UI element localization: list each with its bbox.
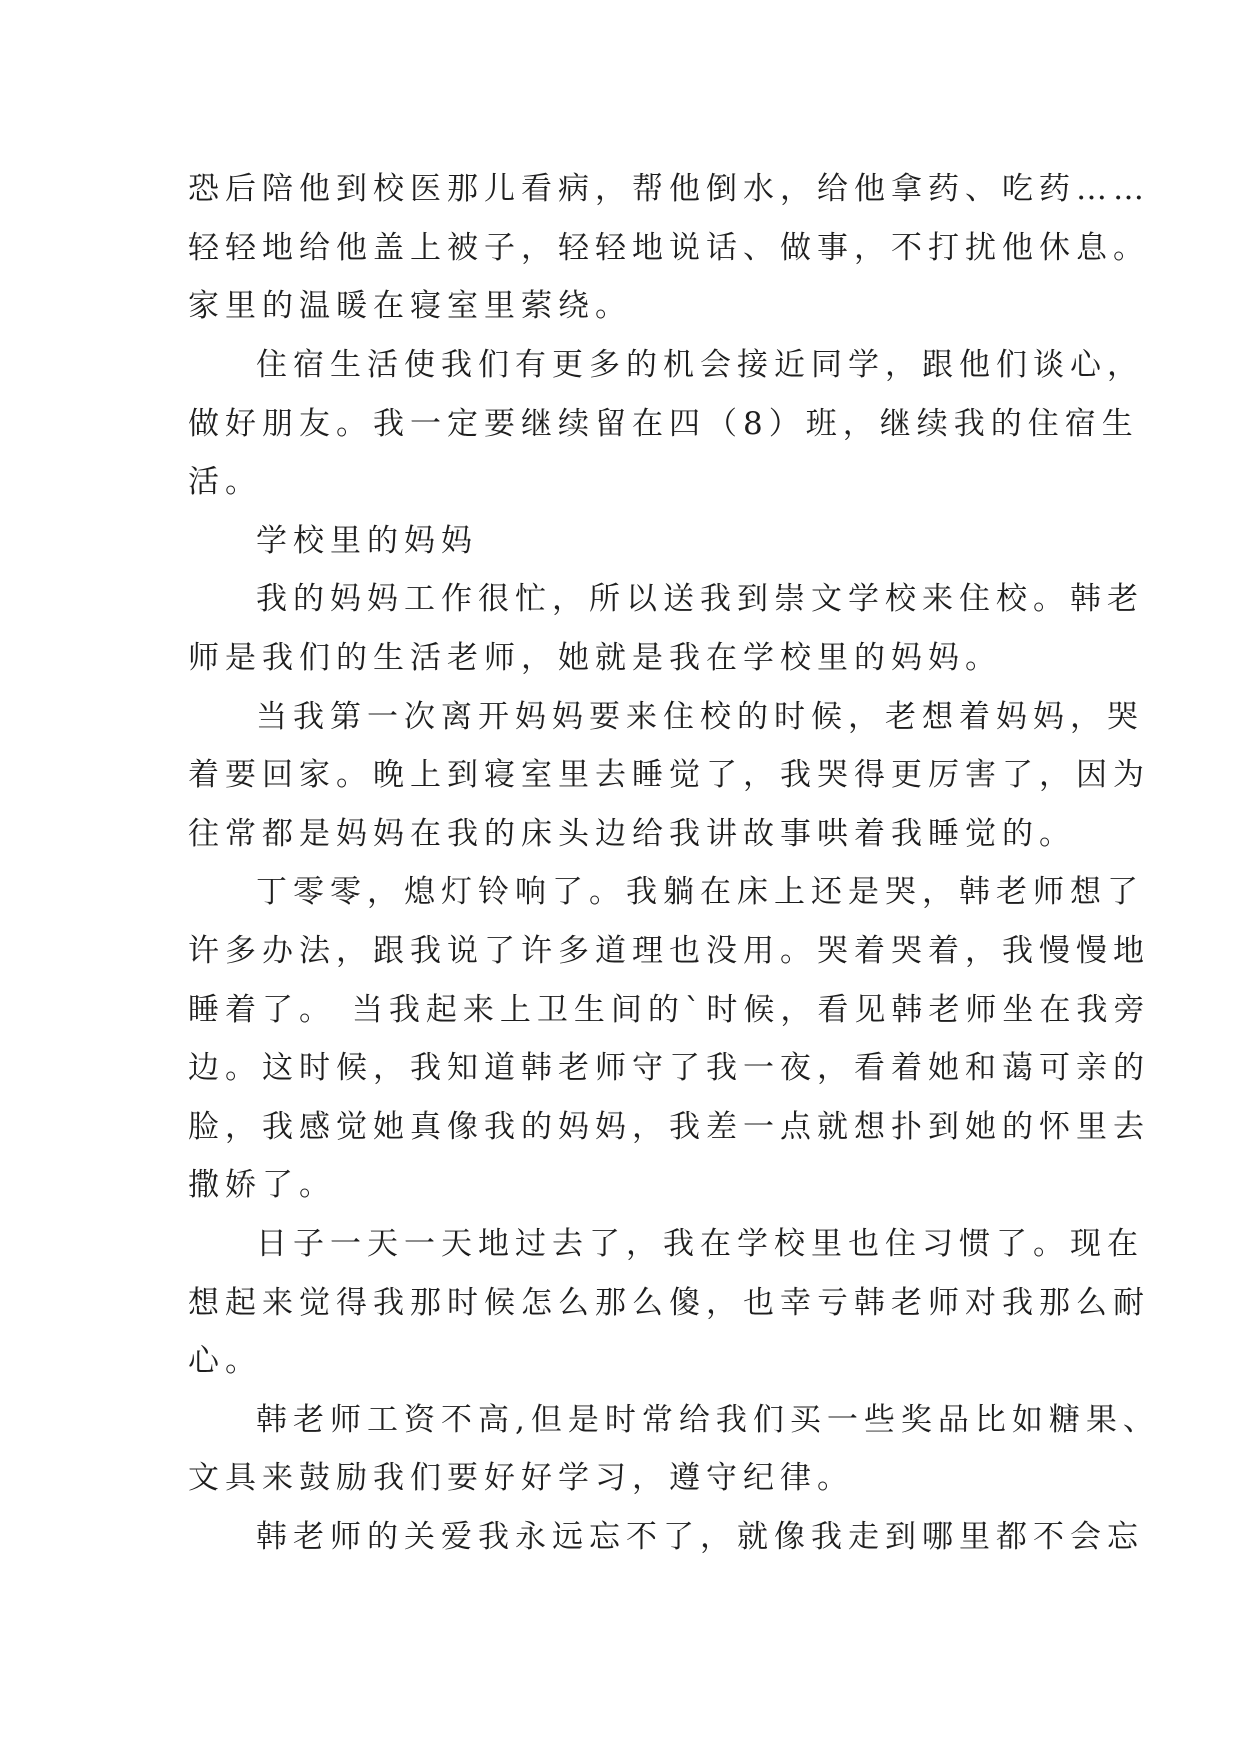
text-line: 边。这时候，我知道韩老师守了我一夜，看着她和蔼可亲的 (188, 1050, 1150, 1086)
text-line: 师是我们的生活老师，她就是我在学校里的妈妈。 (188, 640, 1002, 676)
text-line: 文具来鼓励我们要好好学习，遵守纪律。 (188, 1460, 854, 1496)
text-line: 往常都是妈妈在我的床头边给我讲故事哄着我睡觉的。 (188, 816, 1076, 852)
text-line: 活。 (188, 464, 262, 500)
text-line: 许多办法，跟我说了许多道理也没用。哭着哭着，我慢慢地 (188, 933, 1150, 969)
text-line: 家里的温暖在寝室里萦绕。 (188, 288, 632, 324)
text-line: 脸，我感觉她真像我的妈妈，我差一点就想扑到她的怀里去 (188, 1109, 1150, 1145)
text-line: 韩老师工资不高,但是时常给我们买一些奖品比如糖果、 (256, 1402, 1160, 1438)
text-line: 睡着了。 当我起来上卫生间的`时候，看见韩老师坐在我旁 (188, 992, 1151, 1028)
text-line: 韩老师的关爱我永远忘不了，就像我走到哪里都不会忘 (256, 1519, 1144, 1555)
text-line: 恐后陪他到校医那儿看病，帮他倒水，给他拿药、吃药…… (188, 171, 1150, 207)
text-line: 我的妈妈工作很忙，所以送我到崇文学校来住校。韩老 (256, 581, 1144, 617)
section-heading: 学校里的妈妈 (256, 523, 478, 559)
text-line: 着要回家。晚上到寝室里去睡觉了，我哭得更厉害了，因为 (188, 757, 1150, 793)
text-line: 住宿生活使我们有更多的机会接近同学，跟他们谈心， (256, 347, 1144, 383)
text-line: 做好朋友。我一定要继续留在四（8）班，继续我的住宿生 (188, 406, 1139, 442)
text-line: 当我第一次离开妈妈要来住校的时候，老想着妈妈，哭 (256, 699, 1144, 735)
text-line: 日子一天一天地过去了，我在学校里也住习惯了。现在 (256, 1226, 1144, 1262)
text-line: 心。 (188, 1343, 262, 1379)
text-line: 想起来觉得我那时候怎么那么傻，也幸亏韩老师对我那么耐 (188, 1285, 1150, 1321)
text-line: 轻轻地给他盖上被子，轻轻地说话、做事，不打扰他休息。 (188, 230, 1150, 266)
text-line: 丁零零，熄灯铃响了。我躺在床上还是哭，韩老师想了 (256, 874, 1144, 910)
text-line: 撒娇了。 (188, 1167, 336, 1203)
